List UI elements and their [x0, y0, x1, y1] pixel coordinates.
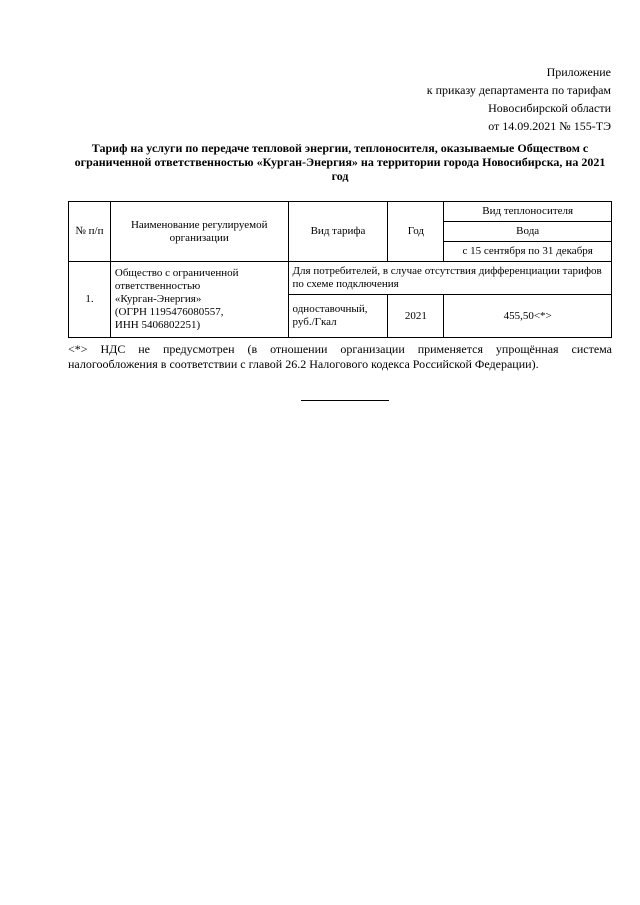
row-org-line: (ОГРН 1195476080557,: [114, 306, 224, 318]
row-year: 2021: [388, 295, 444, 338]
row-org-line: «Курган-Энергия»: [114, 293, 202, 305]
row-tariff-line: одноставочный,: [292, 303, 368, 315]
header-org: Наименование регулируемой организации: [110, 202, 288, 262]
row-org-line: Общество с ограниченной: [114, 267, 239, 279]
appendix-date: от 14.09.2021 № 155-ТЭ: [488, 119, 611, 133]
header-year: Год: [388, 202, 444, 262]
row-consumers: Для потребителей, в случае отсутствия дифференциации тарифов по схеме подключения: [288, 262, 611, 295]
row-org-line: ответственностью: [114, 280, 201, 292]
row-value: 455,50<*>: [444, 295, 612, 338]
appendix-order-ref: к приказу департамента по тарифам: [426, 83, 611, 97]
appendix-block: [427, 63, 611, 135]
header-water: Вода: [444, 222, 612, 242]
header-num: № п/п: [69, 202, 111, 262]
table-row: [69, 262, 612, 295]
appendix-label: Приложение: [546, 65, 611, 79]
row-tariff-type: [288, 295, 388, 338]
header-carrier: Вид теплоносителя: [444, 202, 612, 222]
document-title: Тариф на услуги по передаче тепловой энергии, теплоносителя, оказываемые Обществом с ограниченной ответственностью «Курган-Энергия» на территории города Новосибирска, на 2021 год: [74, 141, 606, 183]
header-tariff-type: Вид тарифа: [288, 202, 388, 262]
row-org: [110, 262, 288, 338]
row-num: 1.: [69, 262, 111, 338]
tariff-table: [68, 201, 612, 338]
appendix-region: Новосибирской области: [488, 101, 611, 115]
end-divider: [301, 400, 389, 401]
table-header-row: [69, 202, 612, 222]
row-tariff-line: руб./Гкал: [292, 316, 337, 328]
footnote: <*> НДС не предусмотрен (в отношении организации применяется упрощённая система налогообложения в соответствии с главой 26.2 Налогового кодекса Российской Федерации).: [68, 342, 612, 371]
row-org-line: ИНН 5406802251): [114, 319, 201, 331]
header-period: с 15 сентября по 31 декабря: [444, 242, 612, 262]
